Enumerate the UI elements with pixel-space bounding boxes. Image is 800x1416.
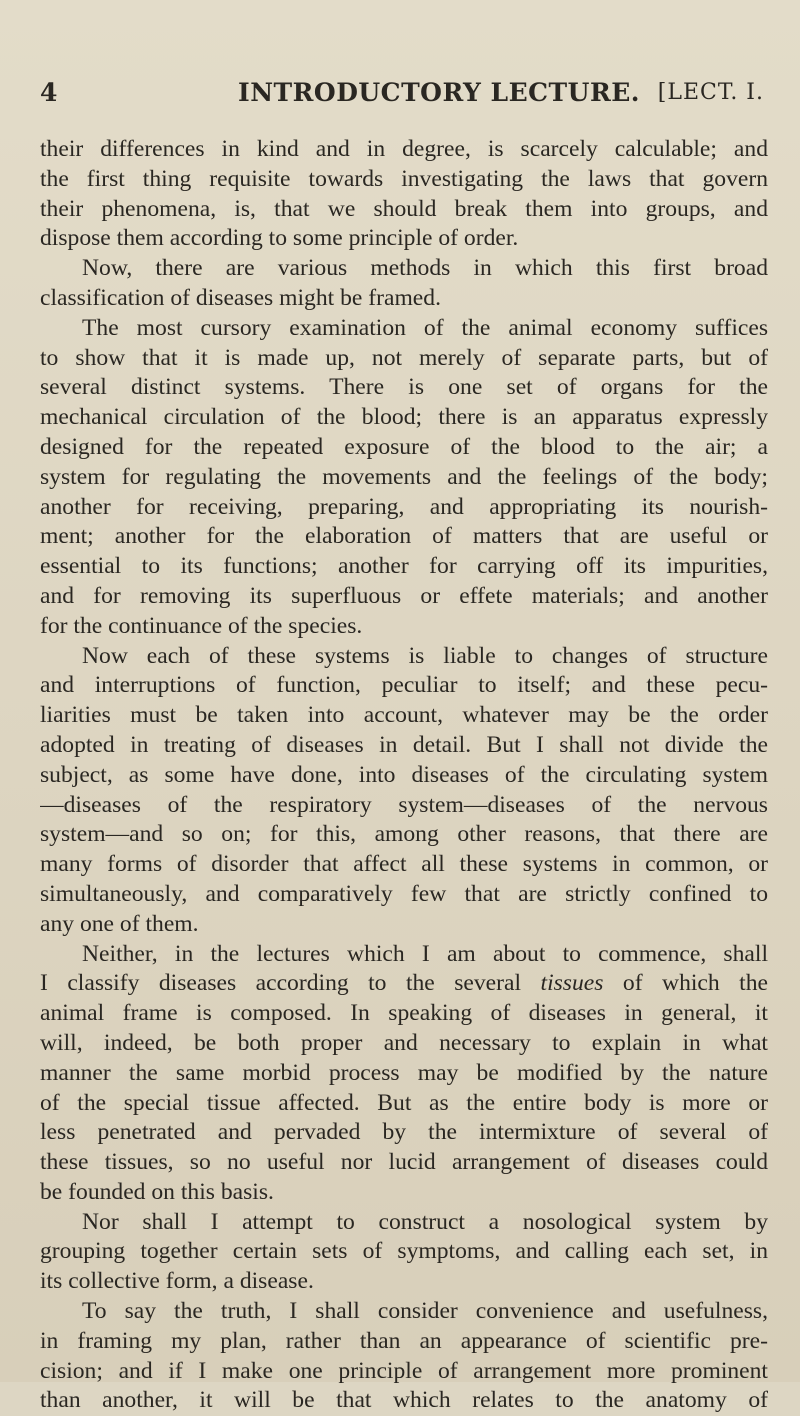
text-line: these tissues, so no useful nor lucid arrangement of diseases could — [40, 1149, 768, 1176]
text-line: grouping together certain sets of symptoms, and calling each set, in — [40, 1238, 768, 1265]
text-line: their phenomena, is, that we should break them into groups, and — [40, 195, 768, 222]
page-header — [40, 74, 768, 114]
text-line: than another, it will be that which relates to the anatomy of — [40, 1387, 768, 1414]
text-line: cision; and if I make one principle of arrangement more prominent — [40, 1357, 768, 1384]
page-number: 4 — [40, 78, 58, 107]
text-line: ment; another for the elaboration of matters that are useful or — [40, 523, 768, 550]
text-line: the first thing requisite towards investigating the laws that govern — [40, 165, 768, 192]
text-line: its collective form, a disease. — [40, 1268, 314, 1295]
text-line: Nor shall I attempt to construct a nosological system by — [82, 1208, 768, 1235]
text-line: The most cursory examination of the animal economy suffices — [82, 314, 768, 341]
text-line: in framing my plan, rather than an appearance of scientific pre- — [40, 1327, 768, 1354]
text-line: less penetrated and pervaded by the intermixture of several of — [40, 1119, 768, 1146]
text-line: system—and so on; for this, among other reasons, that there are — [40, 821, 768, 848]
text-line: for the continuance of the species. — [40, 612, 363, 639]
text-line: adopted in treating of diseases in detail. But I shall not divide the — [40, 731, 768, 758]
text-line: mechanical circulation of the blood; there is an apparatus expressly — [40, 404, 768, 431]
text-line: will, indeed, be both proper and necessary to explain in what — [40, 1029, 768, 1056]
text-line: to show that it is made up, not merely of separate parts, but of — [40, 344, 768, 371]
text-line: dispose them according to some principle of order. — [40, 225, 519, 252]
section-mark: [LECT. I. — [657, 80, 764, 105]
text-line: animal frame is composed. In speaking of diseases in general, it — [40, 1000, 768, 1027]
text-line: subject, as some have done, into diseases of the circulating system — [40, 761, 768, 788]
text-line: Now each of these systems is liable to changes of structure — [82, 642, 768, 669]
running-title: INTRODUCTORY LECTURE. — [238, 78, 640, 107]
text-line: To say the truth, I shall consider convenience and usefulness, — [82, 1298, 768, 1325]
text-line: any one of them. — [40, 910, 199, 937]
text-line: liarities must be taken into account, whatever may be the order — [40, 702, 768, 729]
text-line: Now, there are various methods in which this first broad — [82, 255, 768, 282]
text-line: I classify diseases according to the several tissues of which the — [40, 970, 768, 997]
text-line: their differences in kind and in degree, is scarcely calculable; and — [40, 136, 768, 162]
text-line: —diseases of the respiratory system—diseases of the nervous — [40, 791, 768, 818]
text-line: several distinct systems. There is one set of organs for the — [40, 374, 768, 401]
text-line: of the special tissue affected. But as the entire body is more or — [40, 1089, 768, 1116]
text-line: many forms of disorder that affect all these systems in common, or — [40, 851, 768, 878]
text-line: Neither, in the lectures which I am about to commence, shall — [82, 940, 768, 967]
text-line: and for removing its superfluous or effete materials; and another — [40, 582, 768, 609]
body-text — [40, 135, 768, 1416]
text-line: another for receiving, preparing, and appropriating its nourish- — [40, 493, 768, 520]
text-line: system for regulating the movements and the feelings of the body; — [40, 463, 768, 490]
text-line: designed for the repeated exposure of the blood to the air; a — [40, 433, 768, 460]
text-line: essential to its functions; another for carrying off its impurities, — [40, 553, 768, 580]
text-line: classification of diseases might be framed. — [40, 284, 441, 311]
text-line: simultaneously, and comparatively few that are strictly confined to — [40, 880, 768, 907]
text-line: manner the same morbid process may be modified by the nature — [40, 1059, 768, 1086]
text-line: be founded on this basis. — [40, 1178, 274, 1205]
text-line: and interruptions of function, peculiar to itself; and these pecu- — [40, 672, 768, 699]
